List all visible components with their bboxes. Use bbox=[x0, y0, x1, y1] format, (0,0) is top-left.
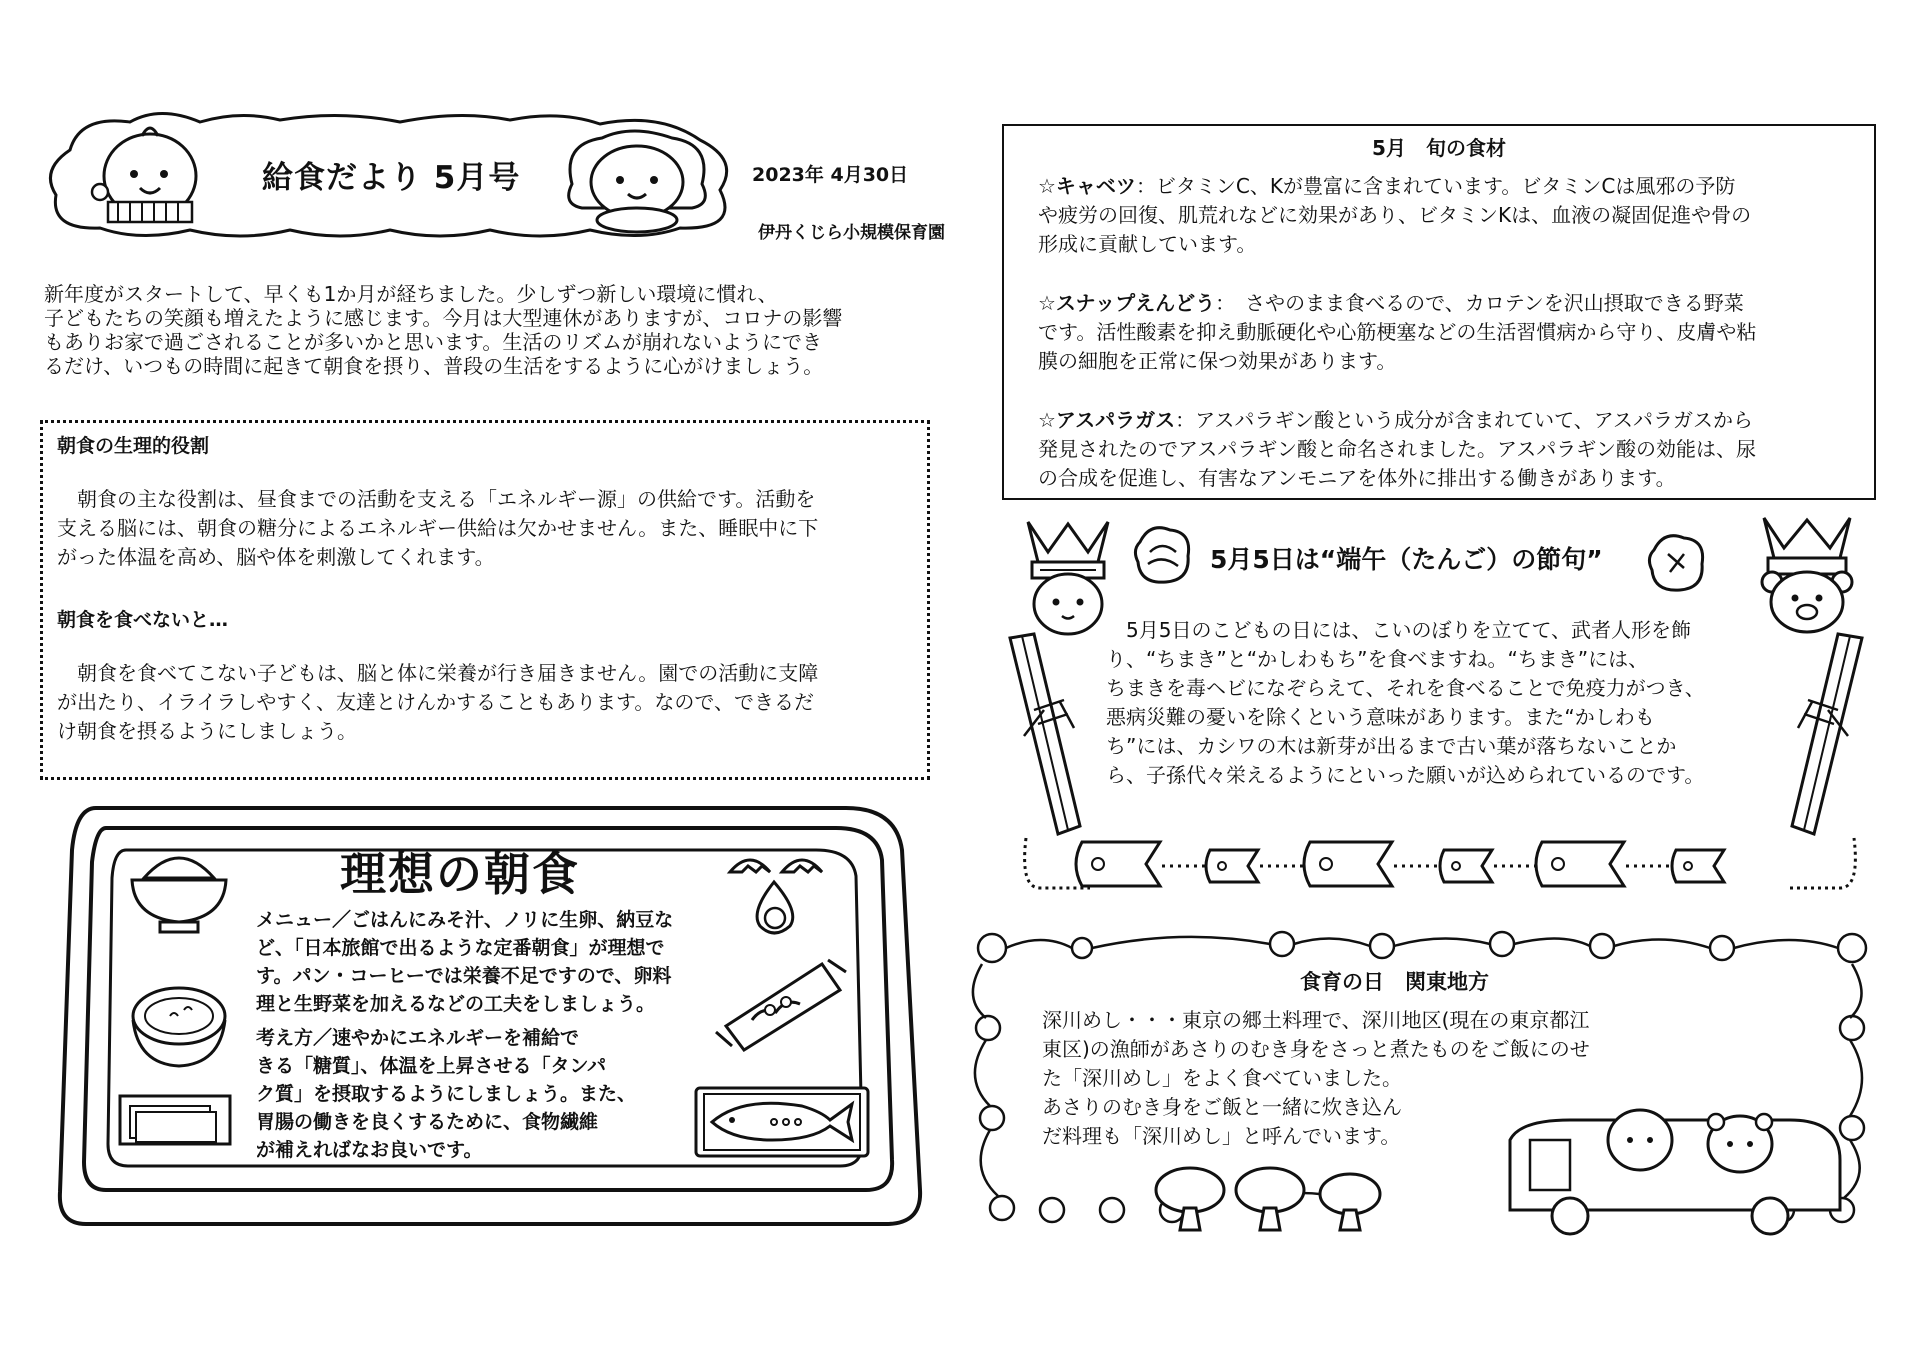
seasonal-item-text: ：ビタミンC、Kが豊富に含まれています。ビタミンCは風邪の予防 や疲労の回復、肌荒れなどに効果があり、ビタミンKは、血液の凝固促進や骨の 形成に貢献しています。 bbox=[1038, 174, 1752, 256]
breakfast-role-heading: 朝食の生理的役割 bbox=[57, 435, 210, 457]
no-breakfast-heading: 朝食を食べないと… bbox=[57, 609, 229, 631]
grilled-fish-icon bbox=[692, 1082, 872, 1162]
no-breakfast-text: 朝食を食べてこない子どもは、脳と体に栄養が行き届きません。園での活動に支障 が出たり、イライラしやすく、友達とけんかすることもあります。なので、できるだ け朝食を摂るようにしましょう。 bbox=[57, 661, 819, 743]
intro-paragraph: 新年度がスタートして、早くも1か月が経ちました。少しずつ新しい環境に慣れ、 子どもたちの笑顔も増えたように感じます。今月は大型連休がありますが、コロナの影響 もありお家で過ごされることが多いかと思います。生活のリズムが崩れないようにでき るだけ、いつもの時間に起きて朝食を摂り、普段の生活をするように心がけましょう。 bbox=[44, 282, 843, 378]
rice-bowl-icon bbox=[124, 838, 234, 938]
seasonal-title: 5月 旬の食材 bbox=[1372, 136, 1506, 160]
chimaki-icon bbox=[1782, 630, 1872, 840]
newsletter-title: 給食だより 5月号 bbox=[262, 160, 521, 196]
breakfast-role-text: 朝食の主な役割は、昼食までの活動を支える「エネルギー源」の供給です。活動を 支える脳には、朝食の糖分によるエネルギー供給は欠かせません。また、睡眠中に下 がった体温を高め、脳や体を刺激してくれます。 bbox=[57, 487, 819, 569]
natto-icon bbox=[712, 950, 852, 1060]
chimaki-icon bbox=[1000, 630, 1090, 840]
seasonal-item-snap-pea bbox=[1038, 289, 1858, 376]
miso-soup-icon bbox=[124, 980, 234, 1080]
issue-date: 2023年 4月30日 bbox=[752, 164, 909, 186]
seasonal-item-asparagus bbox=[1038, 406, 1858, 493]
seasonal-item-name: ☆スナップえんどう bbox=[1038, 291, 1216, 315]
seasonal-item-text: ： さやのまま食べるので、カロテンを沢山摂取できる野菜 です。活性酸素を抑え動脈硬化や心筋梗塞などの生活習慣病から守り、皮膚や粘 膜の細胞を正常に保つ効果があります。 bbox=[1038, 291, 1757, 373]
seasonal-item-name: ☆キャベツ bbox=[1038, 174, 1136, 198]
kabuto-boy-icon bbox=[1018, 512, 1118, 642]
tango-text: 5月5日のこどもの日には、こいのぼりを立てて、武者人形を飾 り、“ちまき”と“かしわもち”を食べますね。“ちまき”には、 ちまきを毒ヘビになぞらえて、それを食べることで免疫力がつき、 悪病災難の憂いを除くという意味があります。また“かしわも ち”には、カシワの木は新芽が出るまで古い葉が落ちないことか ら、子孫代々栄えるようにといった願いが込められているのです。 bbox=[1106, 618, 1705, 787]
ideal-breakfast-title: 理想の朝食 bbox=[340, 847, 580, 901]
breakfast-role-box bbox=[40, 420, 930, 780]
shokuiku-text: 深川めし・・・東京の郷土料理で、深川地区(現在の東京都江 東区)の漁師があさりのむき身をさっと煮たものをご飯にのせ た「深川めし」をよく食べていました。 あさりのむき身をご飯と一緒に炊き込ん だ料理も「深川めし」と呼んでいます。 bbox=[1042, 1008, 1590, 1148]
seasonal-food-box bbox=[1002, 124, 1876, 500]
seasonal-item-cabbage bbox=[1038, 172, 1858, 259]
nori-icon bbox=[116, 1090, 236, 1150]
seasonal-item-name: ☆アスパラガス bbox=[1038, 408, 1176, 432]
tango-title: 5月5日は“端午（たんご）の節句” bbox=[1210, 545, 1603, 574]
shokuiku-title: 食育の日 関東地方 bbox=[1300, 970, 1489, 994]
school-name: 伊丹くじら小規模保育園 bbox=[758, 223, 945, 243]
kashiwamochi-icon bbox=[1130, 522, 1196, 588]
kashiwamochi-icon bbox=[1644, 530, 1710, 596]
ideal-breakfast-menu: メニュー／ごはんにみそ汁、ノリに生卵、納豆な ど、「日本旅館で出るような定番朝食」が理想で す。パン・コーヒーでは栄養不足ですので、卵料 理と生野菜を加えるなどの工夫をしましょう。 bbox=[256, 909, 674, 1015]
girl-character-icon bbox=[552, 124, 722, 234]
tree-icon bbox=[1150, 1164, 1390, 1234]
seasonal-item-text: ：アスパラギン酸という成分が含まれていて、アスパラガスから 発見されたのでアスパラギン酸と命名されました。アスパラギン酸の効能は、尿 の合成を促進し、有害なアンモニアを体外に排出する働きがあります。 bbox=[1038, 408, 1756, 490]
ideal-breakfast-thinking: 考え方／速やかにエネルギーを補給で きる「糖質」、体温を上昇させる「タンパ ク質」を摂取するようにしましょう。また、 胃腸の働きを良くするために、食物繊維 が補えればなお良いです。 bbox=[256, 1027, 637, 1161]
koinobori-icon bbox=[1020, 828, 1860, 908]
rice-ball-character-icon bbox=[88, 118, 208, 228]
